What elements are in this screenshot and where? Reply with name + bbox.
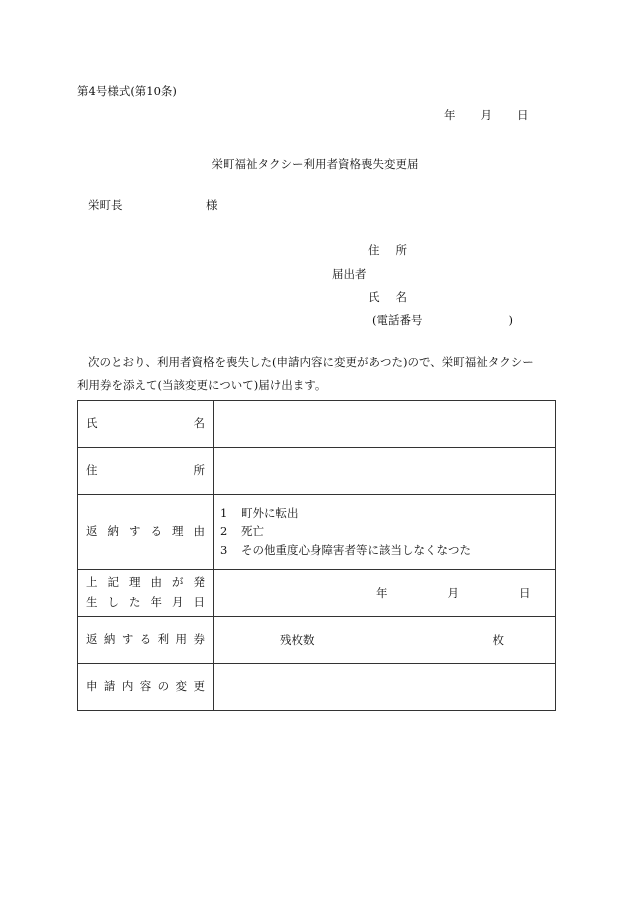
notifier-label: 届出者: [332, 267, 367, 281]
submission-date: [444, 110, 529, 122]
name-label-cell: 氏 名: [78, 401, 214, 448]
table-row-application-change: [78, 664, 556, 711]
occurrence-month-label: 月: [447, 586, 459, 600]
application-change-value-cell[interactable]: [214, 664, 556, 711]
date-month-label: 月: [480, 108, 492, 122]
name-value-cell[interactable]: [214, 401, 556, 448]
date-year-label: 年: [444, 108, 456, 122]
reason-label-cell: 返 納 す る 理 由: [78, 495, 214, 570]
notifier-address-label: 住 所: [368, 243, 407, 257]
body-text-line-1: 次のとおり、利用者資格を喪失した(申請内容に変更があつた)ので、栄町福祉タクシー: [88, 355, 534, 369]
occurrence-date-label-cell: 上 記 理 由 が 発 生 し た 年 月 日: [78, 570, 214, 617]
reason-option-1[interactable]: 1 町外に転出: [220, 505, 299, 520]
table-row-name: [78, 401, 556, 448]
document-title: 栄町福祉タクシー利用者資格喪失変更届: [211, 157, 419, 171]
application-change-label-cell: 申 請 内 容 の 変 更: [78, 664, 214, 711]
reason-option-3[interactable]: 3 その他重度心身障害者等に該当しなくなつた: [220, 542, 471, 557]
table-row-returned-tickets: [78, 617, 556, 664]
table-row-address: [78, 448, 556, 495]
notification-form-table: [77, 400, 556, 711]
address-value-cell[interactable]: [214, 448, 556, 495]
table-row-reason: [78, 495, 556, 570]
addressee-name: 栄町長: [88, 198, 123, 212]
reason-option-2[interactable]: 2 死亡: [220, 524, 264, 539]
table-row-occurrence-date: [78, 570, 556, 617]
body-text-line-2: 利用券を添えて(当該変更について)届け出ます。: [77, 378, 327, 392]
remaining-unit-label: 枚: [492, 633, 504, 647]
returned-tickets-value-cell[interactable]: [214, 617, 556, 664]
occurrence-year-label: 年: [376, 586, 388, 600]
occurrence-date-value-cell[interactable]: [214, 570, 556, 617]
address-label-cell: 住 所: [78, 448, 214, 495]
reason-options-cell: [214, 495, 556, 570]
addressee-honorific: 様: [206, 198, 218, 212]
notifier-phone: (電話番号 ): [372, 313, 513, 327]
form-number: 第4号様式(第10条): [77, 84, 177, 98]
returned-tickets-label-cell: 返 納 す る 利 用 券: [78, 617, 214, 664]
occurrence-day-label: 日: [519, 586, 531, 600]
date-day-label: 日: [517, 108, 529, 122]
remaining-count-label: 残枚数: [280, 633, 315, 647]
notifier-name-label: 氏 名: [368, 290, 407, 304]
